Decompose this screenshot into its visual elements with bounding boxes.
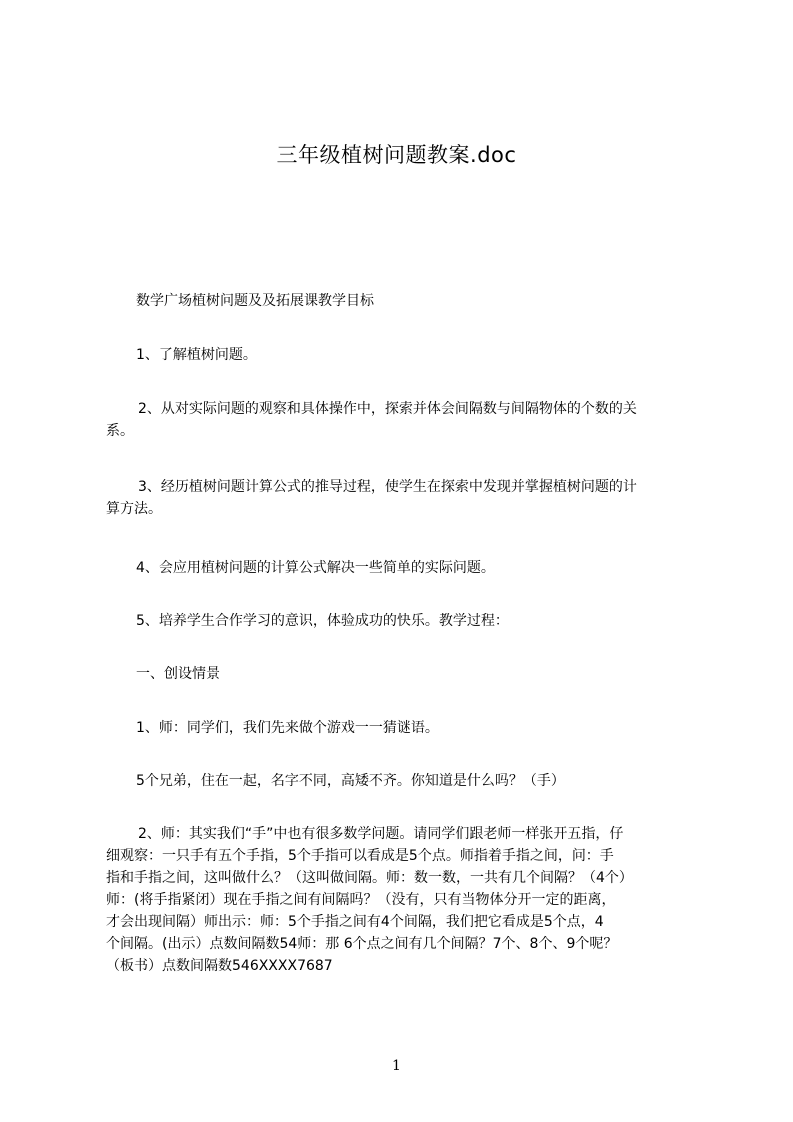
paragraph-objective-4: 4、会应用植树问题的计算公式解决一些简单的实际问题。 <box>136 560 495 576</box>
document-title: 三年级植树问题教案.doc <box>276 143 517 167</box>
text-line: 细观察：一只手有五个手指，5个手指可以看成是5个点。师指着手指之间，问：手 <box>106 848 614 864</box>
text-line: 个间隔。(出示）点数间隔数54师：那 6个点之间有几个间隔？7个、8个、9个呢？ <box>106 936 618 952</box>
page-number: 1 <box>392 1058 401 1074</box>
text-line: 2、从对实际问题的观察和具体操作中，探索并体会间隔数与间隔物体的个数的关 <box>138 401 637 417</box>
text-line: 才会出现间隔）师出示：师：5个手指之间有4个间隔，我们把它看成是5个点，4 <box>106 914 604 930</box>
section-heading-scenario: 一、创设情景 <box>136 666 220 682</box>
paragraph-objective-5: 5、培养学生合作学习的意识，体验成功的快乐。教学过程： <box>136 613 509 629</box>
text-line: 算方法。 <box>106 501 162 517</box>
paragraph-step-2 <box>106 823 700 977</box>
paragraph-objectives-heading: 数学广场植树问题及及拓展课教学目标 <box>136 293 374 309</box>
text-line: 师：(将手指紧闭）现在手指之间有间隔吗？（没有，只有当物体分开一定的距离， <box>106 892 616 908</box>
paragraph-riddle: 5个兄弟，住在一起，名字不同，高矮不齐。你知道是什么吗？（手） <box>136 773 565 789</box>
paragraph-objective-3 <box>106 476 706 520</box>
text-line: （板书）点数间隔数546XXXX7687 <box>106 958 333 974</box>
paragraph-objective-2 <box>106 398 706 442</box>
text-line: 3、经历植树问题计算公式的推导过程，使学生在探索中发现并掌握植树问题的计 <box>138 479 637 495</box>
text-line: 指和手指之间，这叫做什么？（这叫做间隔。师：数一数，一共有几个间隔？（4个） <box>106 870 633 886</box>
text-line: 系。 <box>106 423 134 439</box>
paragraph-objective-1: 1、了解植树问题。 <box>136 347 257 363</box>
text-line: 2、师：其实我们“手”中也有很多数学问题。请同学们跟老师一样张开五指，仔 <box>138 826 624 842</box>
paragraph-step-1: 1、师：同学们，我们先来做个游戏一一猜谜语。 <box>136 720 439 736</box>
